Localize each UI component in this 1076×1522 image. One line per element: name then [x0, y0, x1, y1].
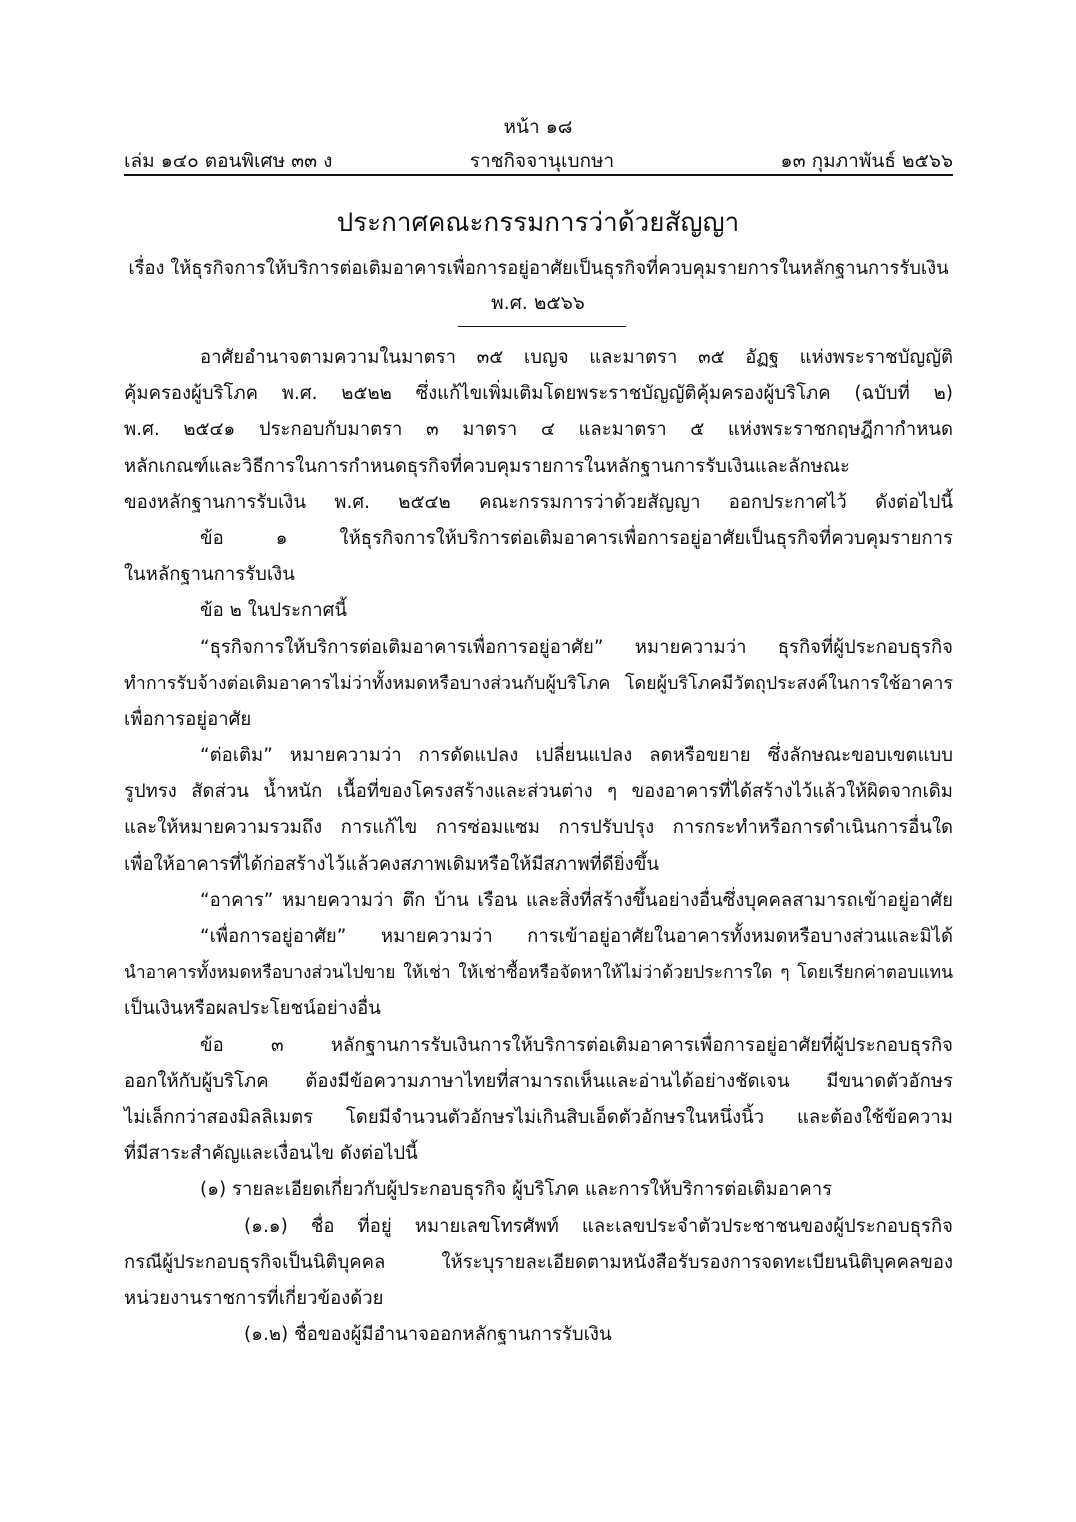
body-line: ไม่เล็กกว่าสองมิลลิเมตร โดยมีจำนวนตัวอักษรไม่เกินสิบเอ็ดตัวอักษรในหนึ่งนิ้ว และต้องใช้ข้อความ — [124, 1106, 953, 1128]
announcement-title: ประกาศคณะกรรมการว่าด้วยสัญญา — [336, 208, 740, 238]
publication-date: ๑๓ กุมภาพันธ์ ๒๕๖๖ — [780, 150, 953, 172]
body-line: รูปทรง สัดส่วน น้ำหนัก เนื้อที่ของโครงสร้างและส่วนต่าง ๆ ของอาคารที่ได้สร้างไว้แล้วให้ผิดจากเดิม — [124, 781, 953, 803]
volume-info: เล่ม ๑๔๐ ตอนพิเศษ ๓๓ ง — [124, 150, 333, 172]
body-line: ทำการรับจ้างต่อเติมอาคารไม่ว่าทั้งหมดหรือบางส่วนกับผู้บริโภค โดยผู้บริโภคมีวัตถุประสงค์ในการใช้อาคาร — [124, 672, 953, 694]
body-line: อาศัยอำนาจตามความในมาตรา ๓๕ เบญจ และมาตรา ๓๕ อัฏฐ แห่งพระราชบัญญัติ — [200, 347, 953, 368]
body-line: ที่มีสาระสำคัญและเงื่อนไข ดังต่อไปนี้ — [124, 1143, 418, 1165]
body-line: หน่วยงานราชการที่เกี่ยวข้องด้วย — [124, 1287, 384, 1309]
definition-business: “ธุรกิจการให้บริการต่อเติมอาคารเพื่อการอยู่อาศัย” หมายความว่า ธุรกิจที่ผู้ประกอบธุรกิจ — [200, 636, 953, 658]
definition-building: “อาคาร” หมายความว่า ตึก บ้าน เรือน และสิ่งที่สร้างขึ้นอย่างอื่นซึ่งบุคคลสามารถเข้าอยู่อาศัย — [200, 889, 953, 911]
body-line: เพื่อให้อาคารที่ได้ก่อสร้างไว้แล้วคงสภาพเดิมหรือให้มีสภาพที่ดียิ่งขึ้น — [124, 853, 659, 875]
announcement-body — [124, 340, 953, 1353]
body-line: ในหลักฐานการรับเงิน — [124, 564, 295, 586]
body-line: พ.ศ. ๒๕๔๑ ประกอบกับมาตรา ๓ มาตรา ๔ และมาตรา ๕ แห่งพระราชกฤษฎีกากำหนด — [124, 419, 953, 441]
body-line: คุ้มครองผู้บริโภค พ.ศ. ๒๕๒๒ ซึ่งแก้ไขเพิ่มเติมโดยพระราชบัญญัติคุ้มครองผู้บริโภค (ฉบับที่ ๒) — [124, 383, 953, 405]
title-underline — [458, 326, 626, 327]
clause-1: ข้อ ๑ ให้ธุรกิจการให้บริการต่อเติมอาคารเพื่อการอยู่อาศัยเป็นธุรกิจที่ควบคุมรายการ — [200, 527, 953, 549]
body-line: กรณีผู้ประกอบธุรกิจเป็นนิติบุคคล ให้ระบุรายละเอียดตามหนังสือรับรองการจดทะเบียนนิติบุคคลของ — [124, 1251, 953, 1273]
body-line: เป็นเงินหรือผลประโยชน์อย่างอื่น — [124, 998, 381, 1020]
announcement-year: พ.ศ. ๒๕๖๖ — [491, 292, 585, 314]
body-line: เพื่อการอยู่อาศัย — [124, 708, 252, 730]
body-line: นำอาคารทั้งหมดหรือบางส่วนไปขาย ให้เช่า ให้เช่าซื้อหรือจัดหาให้ไม่ว่าด้วยประการใด ๆ โดยเรียกค่าตอบแทน — [124, 963, 953, 984]
page-number: หน้า ๑๘ — [503, 116, 573, 138]
gazette-name: ราชกิจจานุเบกษา — [469, 150, 615, 172]
clause-2: ข้อ ๒ ในประกาศนี้ — [200, 600, 347, 622]
announcement-subject: เรื่อง ให้ธุรกิจการให้บริการต่อเติมอาคารเพื่อการอยู่อาศัยเป็นธุรกิจที่ควบคุมรายการในหลักฐานการรับเงิน — [128, 258, 949, 279]
item-1-2: (๑.๒) ชื่อของผู้มีอำนาจออกหลักฐานการรับเงิน — [244, 1324, 612, 1346]
definition-residential: “เพื่อการอยู่อาศัย” หมายความว่า การเข้าอยู่อาศัยในอาคารทั้งหมดหรือบางส่วนและมิได้ — [200, 926, 953, 947]
body-line: หลักเกณฑ์และวิธีการในการกำหนดธุรกิจที่ควบคุมรายการในหลักฐานการรับเงินและลักษณะ — [124, 455, 850, 477]
definition-extension: “ต่อเติม” หมายความว่า การดัดแปลง เปลี่ยนแปลง ลดหรือขยาย ซึ่งลักษณะขอบเขตแบบ — [200, 745, 953, 767]
header-rule — [124, 174, 953, 176]
body-line: และให้หมายความรวมถึง การแก้ไข การซ่อมแซม การปรับปรุง การกระทำหรือการดำเนินการอื่นใด — [124, 817, 953, 839]
body-line: ของหลักฐานการรับเงิน พ.ศ. ๒๕๔๒ คณะกรรมการว่าด้วยสัญญา ออกประกาศไว้ ดังต่อไปนี้ — [124, 491, 953, 513]
item-1-1: (๑.๑) ชื่อ ที่อยู่ หมายเลขโทรศัพท์ และเลขประจำตัวประชาชนของผู้ประกอบธุรกิจ — [244, 1215, 953, 1237]
item-1: (๑) รายละเอียดเกี่ยวกับผู้ประกอบธุรกิจ ผู้บริโภค และการให้บริการต่อเติมอาคาร — [200, 1179, 833, 1201]
body-line: ออกให้กับผู้บริโภค ต้องมีข้อความภาษาไทยที่สามารถเห็นและอ่านได้อย่างชัดเจน มีขนาดตัวอักษร — [124, 1070, 953, 1092]
clause-3: ข้อ ๓ หลักฐานการรับเงินการให้บริการต่อเติมอาคารเพื่อการอยู่อาศัยที่ผู้ประกอบธุรกิจ — [200, 1034, 953, 1056]
